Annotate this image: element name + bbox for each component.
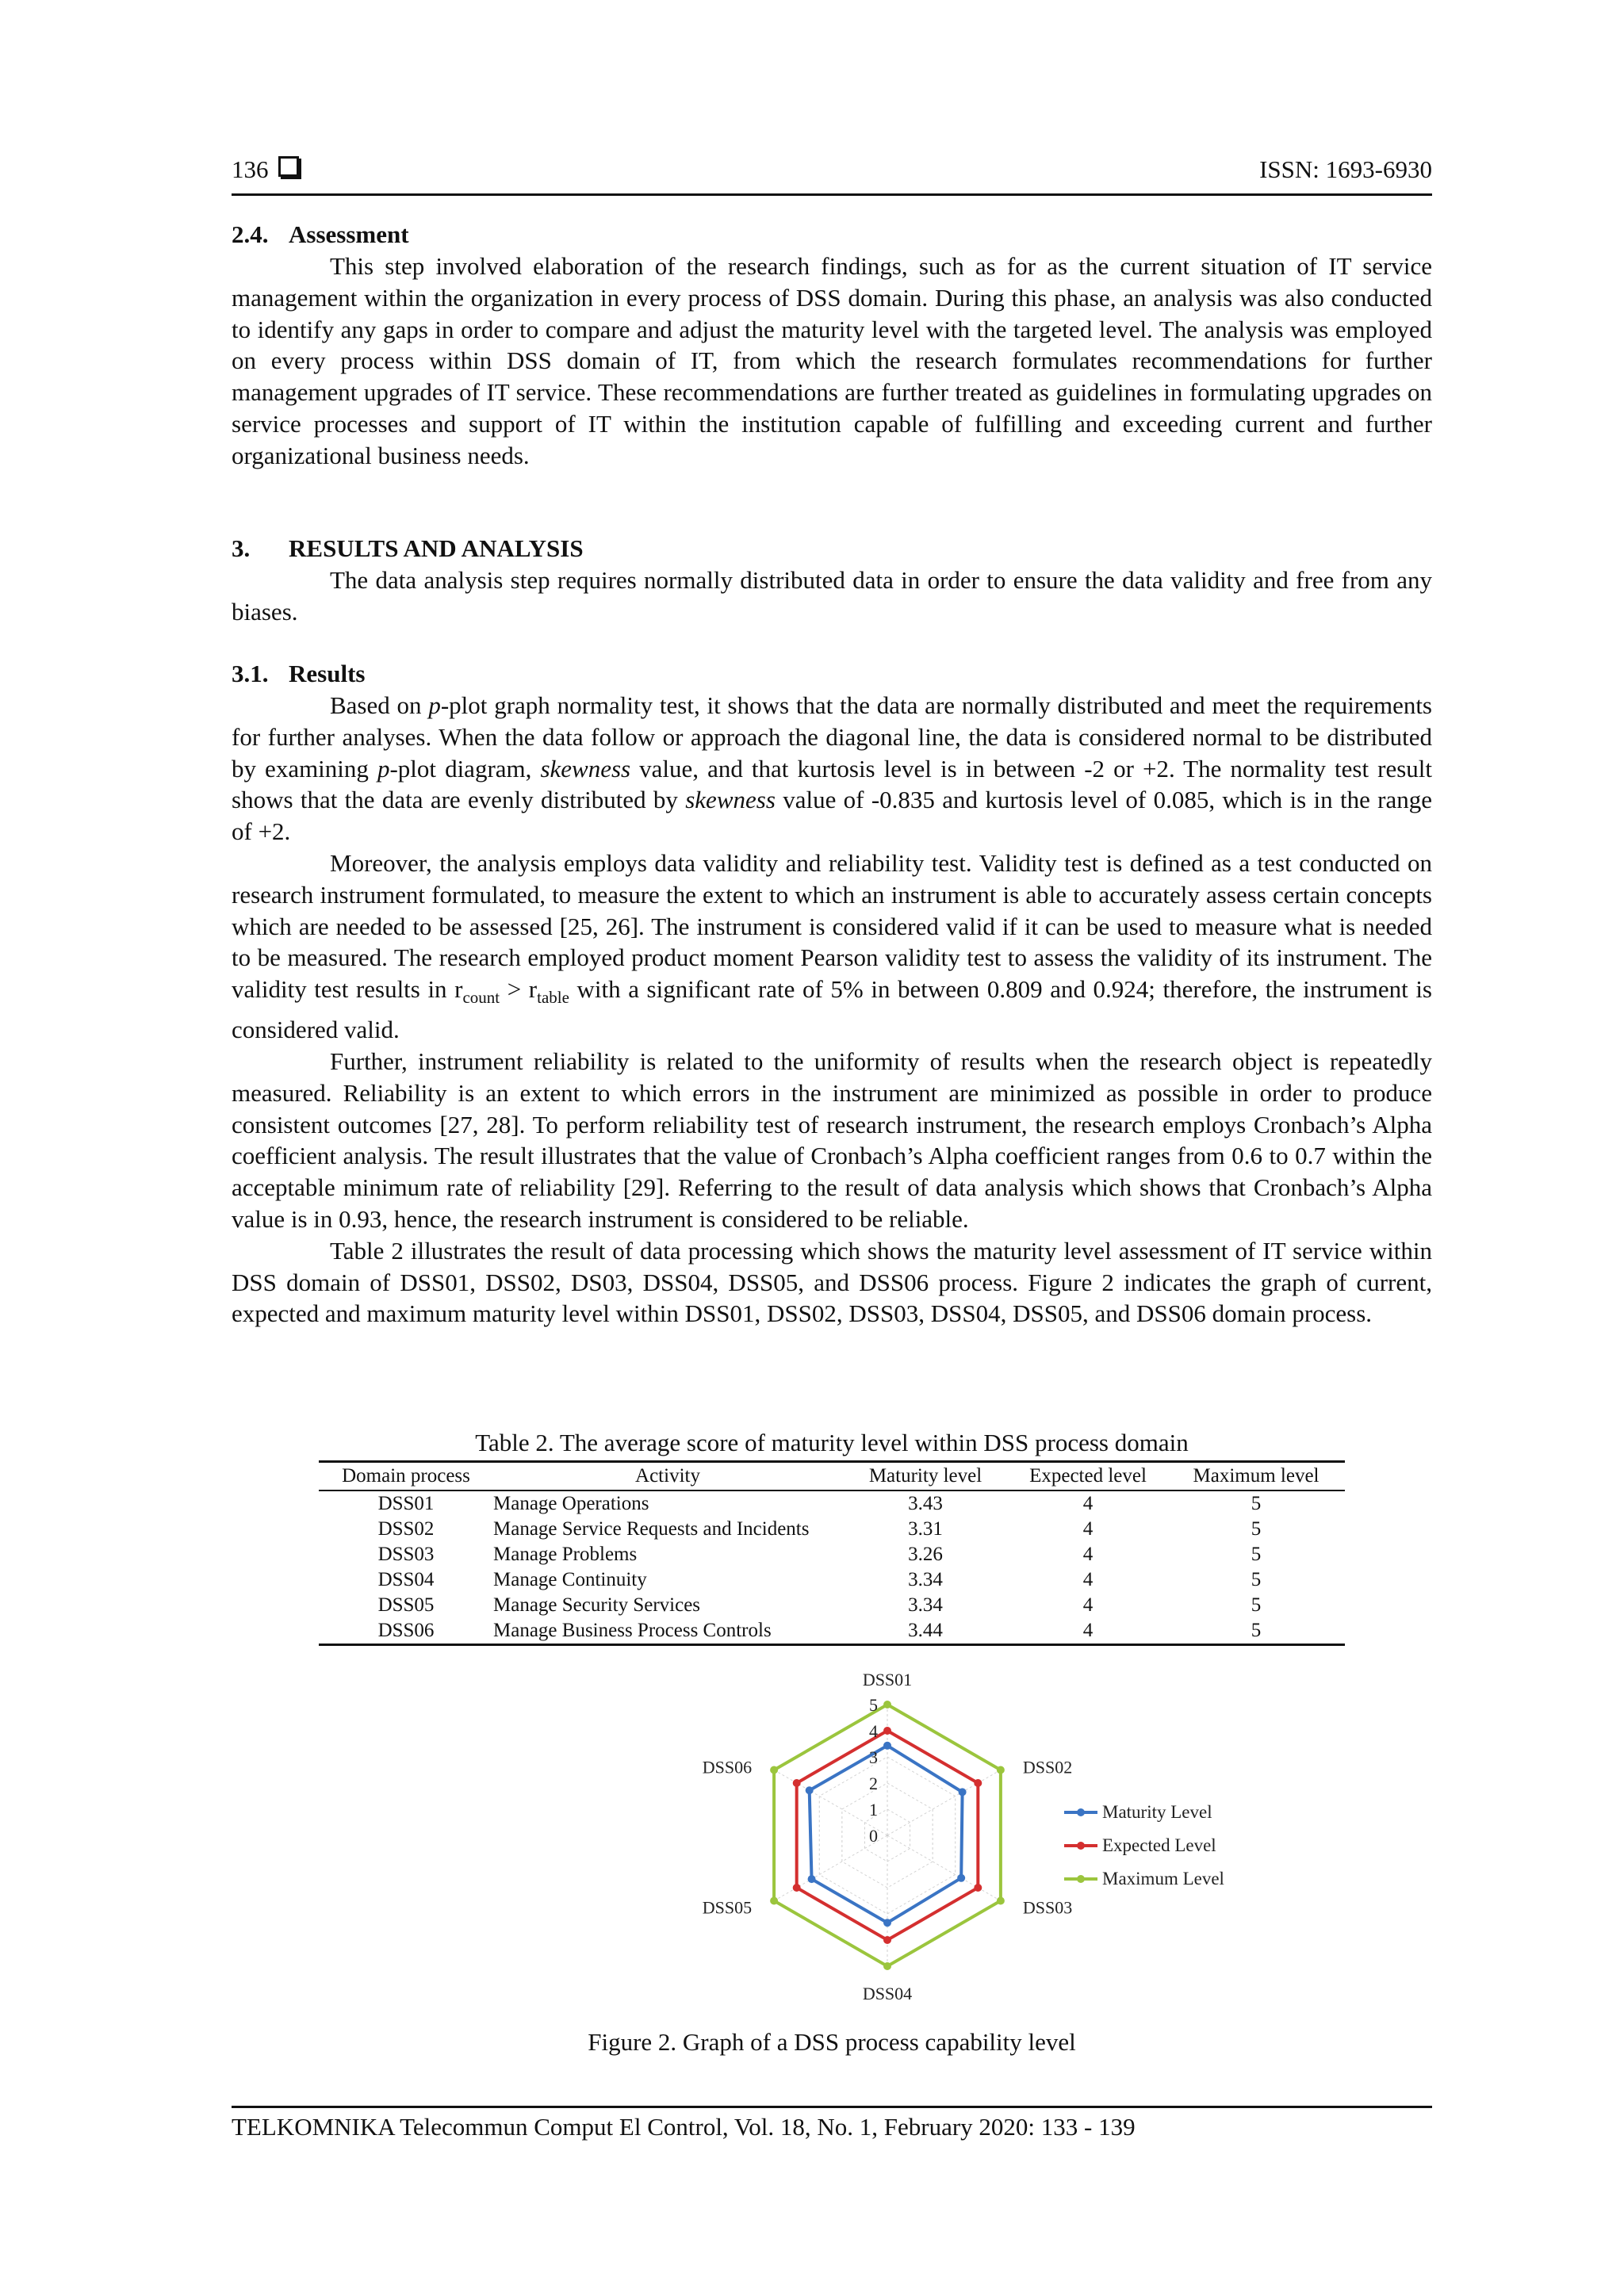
column-header: Activity [493, 1462, 842, 1491]
maturity-table [319, 1460, 1345, 1646]
table-cell: 4 [1082, 1518, 1094, 1540]
table-cell: Manage Problems [493, 1544, 638, 1565]
table-cell: DSS04 [377, 1569, 435, 1590]
tick-label: 4 [869, 1721, 878, 1741]
table-cell: 4 [1009, 1618, 1167, 1645]
table-cell: 5 [1251, 1569, 1262, 1590]
tick-label: 2 [869, 1774, 878, 1793]
table-row [319, 1618, 1345, 1645]
square-bullet-icon [278, 156, 299, 177]
data-point [883, 1962, 891, 1970]
data-point [883, 1936, 891, 1944]
table-cell: 5 [1167, 1618, 1345, 1645]
data-point [770, 1897, 778, 1905]
section-3 [232, 533, 1432, 628]
table-cell: DSS06 [319, 1618, 493, 1645]
legend-label: Expected Level [1102, 1835, 1216, 1855]
category-label: DSS04 [862, 1984, 913, 2003]
data-point [974, 1884, 982, 1892]
table-cell: DSS01 [377, 1493, 435, 1514]
column-header: Domain process [319, 1462, 493, 1491]
table-cell: Manage Continuity [493, 1569, 647, 1590]
data-point [883, 1919, 891, 1927]
table-cell: 3.34 [908, 1594, 943, 1616]
table-cell: 5 [1251, 1594, 1262, 1616]
paragraph: This step involved elaboration of the research findings, such as for as the current situation of IT service management within the organization in every process of DSS domain. During this phase, an analysis was also conducted to identify any gaps in order to compare and adjust the maturity level with the targeted level. The analysis was employed on every process within DSS domain of IT, from which the research formulates recommendations for further management upgrades of IT service. These recommendations are further treated as guidelines in formulating upgrades on service processes and support of IT within the institution capable of fulfilling and exceeding current and further organizational business needs. [232, 252, 1432, 469]
page-number: 136 [232, 155, 299, 184]
legend-marker [1077, 1875, 1085, 1883]
radar-chart [469, 1673, 1262, 2006]
table-row [319, 1517, 1345, 1542]
data-point [793, 1779, 801, 1787]
data-point [806, 1786, 814, 1794]
axis-spoke [887, 1835, 1001, 1901]
paragraph: Moreover, the analysis employs data validity and reliability test. Validity test is defined as a test conducted on research instrument formulated, to measure the extent to which an instrument is able to accurately assess certain concepts which are needed to be assessed [25, 26]. The instrument is considered valid if it can be used to measure what is needed to be measured. The research employed product moment Pearson validity test to assess the validity of its instrument. The validity test results in $r_{count} > r_{table}$ with a significant rate of 5% in between 0.809 and 0.924; therefore, the instrument is considered valid. [232, 848, 1432, 1044]
column-header: Maturity level [842, 1462, 1009, 1491]
table-cell: 4 [1082, 1594, 1094, 1616]
paragraph: Based on p-plot graph normality test, it shows that the data are normally distributed and meet the requirements for further analyses. When the data follow or approach the diagonal line, the data is considered normal to be distributed by examining p-plot diagram, skewness value, and that kurtosis level is in between -2 or +2. The normality test result shows that the data are evenly distributed by skewness value of -0.835 and kurtosis level of 0.085, which is in the range of +2. [232, 691, 1432, 846]
table-cell: 4 [1082, 1569, 1094, 1590]
paragraph: The data analysis step requires normally distributed data in order to ensure the data validity and free from any biases. [232, 566, 1432, 626]
category-label: DSS01 [862, 1673, 913, 1689]
table-cell: DSS03 [377, 1544, 435, 1565]
section-heading: 3. RESULTS AND ANALYSIS [232, 534, 584, 562]
data-point [770, 1766, 778, 1774]
legend-marker [1077, 1842, 1085, 1850]
data-point [808, 1875, 816, 1883]
category-label: DSS05 [702, 1897, 753, 1918]
data-point [883, 1701, 891, 1709]
page-footer: TELKOMNIKA Telecommun Comput El Control, Vol. 18, No. 1, February 2020: 133 - 139 [232, 2106, 1432, 2141]
figure-caption: Figure 2. Graph of a DSS process capability level [588, 2028, 1076, 2056]
table-cell: DSS02 [377, 1518, 435, 1540]
section-heading: 2.4. Assessment [232, 220, 409, 248]
table-cell: Manage Service Requests and Incidents [493, 1518, 810, 1540]
paragraph: Table 2 illustrates the result of data processing which shows the maturity level assessment of IT service within DSS domain of DSS01, DSS02, DS03, DSS04, DSS05, and DSS06 process. Figure 2 indicates the graph of current, expected and maximum maturity level within DSS01, DSS02, DSS03, DSS04, DSS05, and DSS06 domain process. [232, 1236, 1432, 1328]
column-header: Maximum level [1167, 1462, 1345, 1491]
table-cell: DSS05 [377, 1594, 435, 1616]
table-cell: 4 [1082, 1493, 1094, 1514]
table-cell: 3.43 [908, 1493, 943, 1514]
table-row [319, 1542, 1345, 1567]
legend-marker [1077, 1808, 1085, 1816]
table-row [319, 1567, 1345, 1593]
data-point [957, 1874, 965, 1882]
table-row [319, 1490, 1345, 1517]
data-point [974, 1779, 982, 1787]
table-cell: 3.31 [908, 1518, 943, 1540]
tick-label: 3 [869, 1747, 878, 1767]
legend-label: Maturity Level [1102, 1802, 1212, 1822]
data-point [997, 1766, 1005, 1774]
category-label: DSS06 [702, 1757, 753, 1777]
issn: ISSN: 1693-6930 [1259, 155, 1432, 183]
figure-2 [469, 1673, 1262, 2006]
table-cell: Manage Business Process Controls [493, 1618, 842, 1645]
table-row [319, 1593, 1345, 1618]
category-label: DSS03 [1022, 1897, 1073, 1918]
table-cell: Manage Operations [493, 1493, 649, 1514]
table-header-row [319, 1462, 1345, 1491]
table-cell: 5 [1251, 1544, 1262, 1565]
paragraph: Further, instrument reliability is related to the uniformity of results when the research object is repeatedly measured. Reliability is an extent to which errors in the instrument are minimized as possible in order to produce consistent outcomes [27, 28]. To perform reliability test of research instrument, the research employs Cronbach’s Alpha coefficient analysis. The result illustrates that the value of Cronbach’s Alpha coefficient ranges from 0.6 to 0.7 within the acceptable minimum rate of reliability [29]. Referring to the result of data analysis which shows that Cronbach’s Alpha value is in 0.93, hence, the research instrument is considered to be reliable. [232, 1047, 1432, 1233]
table-cell: 3.26 [908, 1544, 943, 1565]
page-header [232, 155, 1432, 196]
section-2-4 [232, 219, 1432, 472]
data-point [883, 1727, 891, 1735]
table-cell: 5 [1251, 1518, 1262, 1540]
table-cell: 5 [1251, 1493, 1262, 1514]
data-point [959, 1788, 967, 1796]
table-cell: 4 [1082, 1544, 1094, 1565]
data-point [883, 1742, 891, 1750]
section-3-1 [232, 658, 1432, 1330]
section-heading: 3.1. Results [232, 660, 366, 687]
legend-label: Maximum Level [1102, 1869, 1224, 1888]
tick-label: 5 [869, 1695, 878, 1715]
data-point [997, 1897, 1005, 1905]
tick-label: 0 [869, 1826, 878, 1846]
tick-label: 1 [869, 1800, 878, 1820]
column-header: Expected level [1009, 1462, 1167, 1491]
category-label: DSS02 [1022, 1757, 1073, 1777]
table-cell: 3.34 [908, 1569, 943, 1590]
data-point [793, 1884, 801, 1892]
table-cell: 3.44 [842, 1618, 1009, 1645]
table-cell: Manage Security Services [493, 1594, 701, 1616]
table-caption: Table 2. The average score of maturity level within DSS process domain [475, 1429, 1189, 1456]
